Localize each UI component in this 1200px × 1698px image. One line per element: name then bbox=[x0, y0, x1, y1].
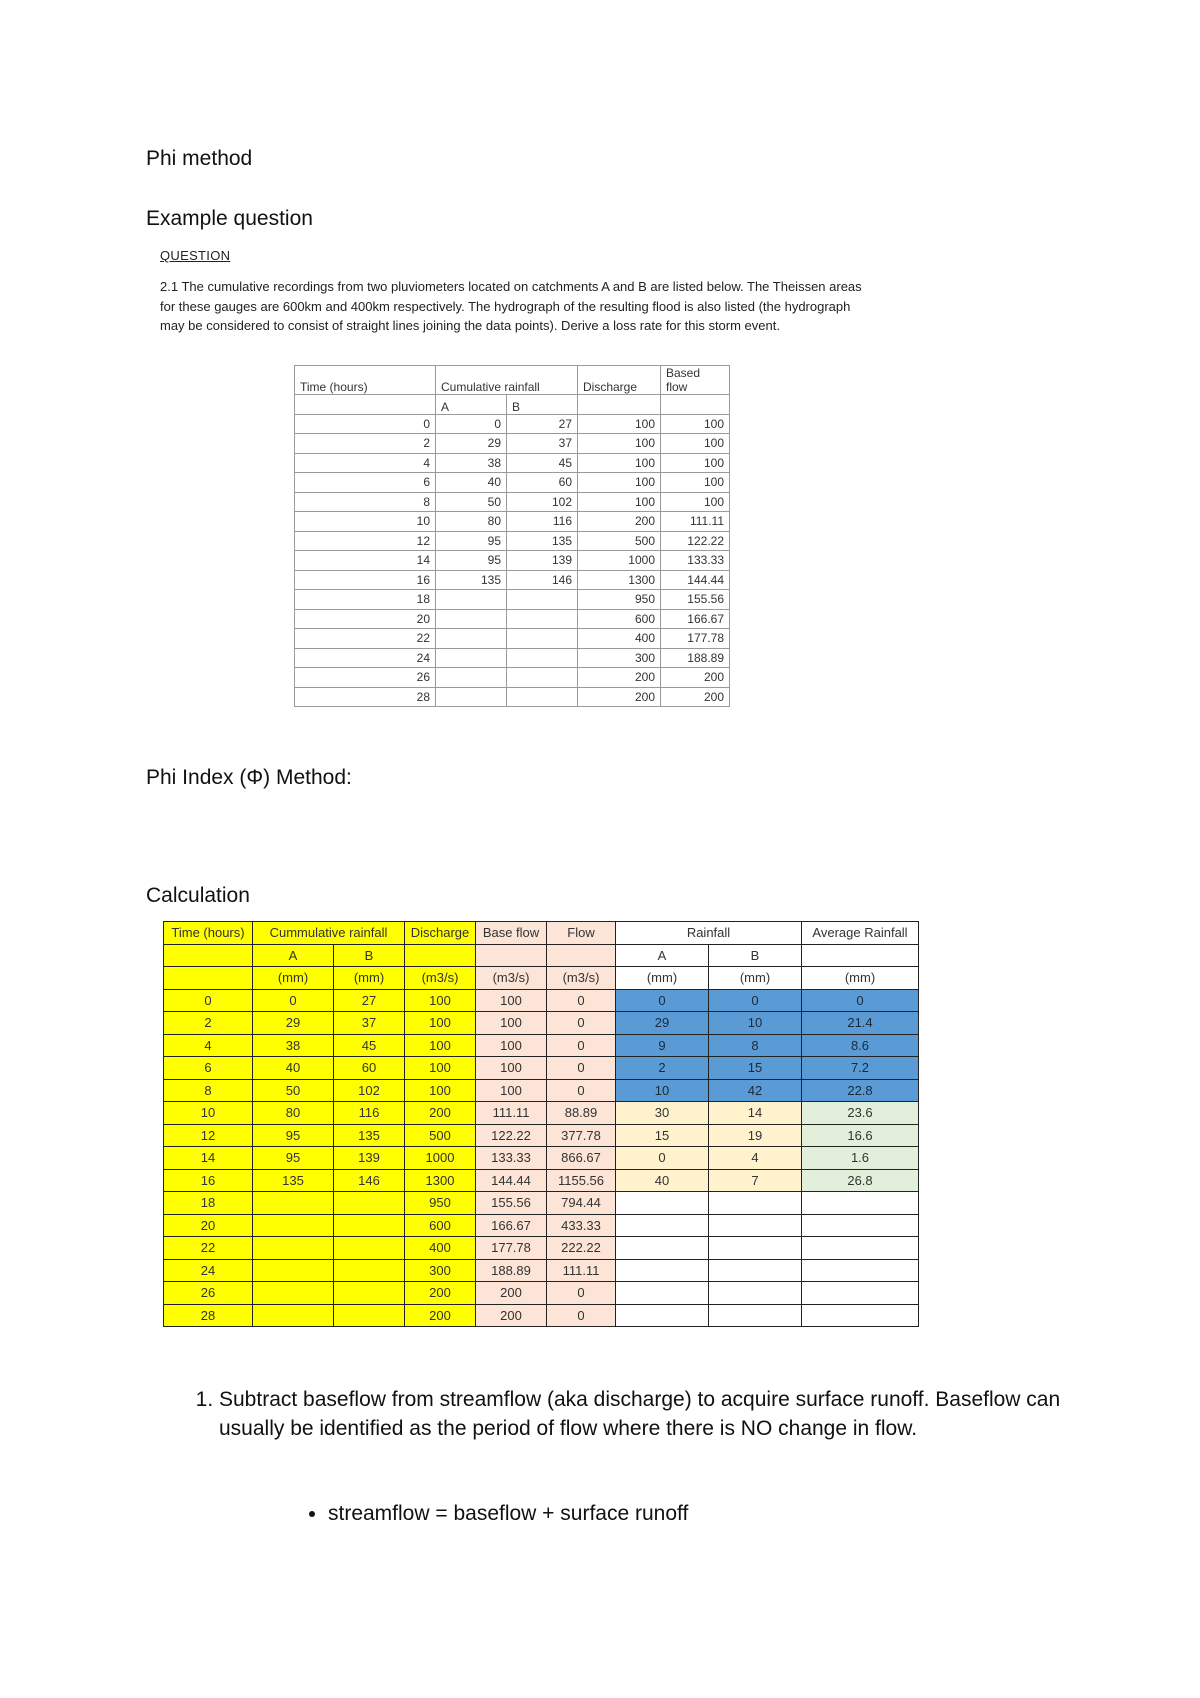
t1-cell: 100 bbox=[578, 414, 661, 434]
t2-cell: 9 bbox=[616, 1034, 709, 1057]
t2-unit-rain-a: (mm) bbox=[616, 967, 709, 990]
t2-cell: 23.6 bbox=[802, 1102, 919, 1125]
t2-cell: 100 bbox=[476, 989, 547, 1012]
t1-row bbox=[295, 570, 730, 590]
t2-cell: 15 bbox=[709, 1057, 802, 1080]
t1-cell: 37 bbox=[507, 434, 578, 454]
t2-cell: 146 bbox=[334, 1169, 405, 1192]
t1-cell: 200 bbox=[661, 687, 730, 707]
t1-cell: 116 bbox=[507, 512, 578, 532]
t1-cell: 60 bbox=[507, 473, 578, 493]
t2-cell bbox=[253, 1282, 334, 1305]
t2-cell bbox=[709, 1192, 802, 1215]
t2-header-average: Average Rainfall bbox=[802, 922, 919, 945]
t2-cell: 22 bbox=[164, 1237, 253, 1260]
t2-cell: 19 bbox=[709, 1124, 802, 1147]
t2-cell: 1.6 bbox=[802, 1147, 919, 1170]
t2-cell: 12 bbox=[164, 1124, 253, 1147]
t2-cell: 8 bbox=[709, 1034, 802, 1057]
t1-cell: 139 bbox=[507, 551, 578, 571]
steps-list bbox=[175, 1385, 1099, 1443]
t1-subheader-a: A bbox=[436, 395, 507, 415]
t2-cell: 27 bbox=[334, 989, 405, 1012]
t2-cell bbox=[334, 1259, 405, 1282]
step-item: 1. Subtract baseflow from streamflow (aka discharge) to acquire surface runoff. Baseflow can usually be identified as the period of flow where there is NO change in flow. bbox=[219, 1385, 1099, 1443]
t2-cell: 100 bbox=[476, 1012, 547, 1035]
t2-cell: 135 bbox=[253, 1169, 334, 1192]
t2-sub-blank bbox=[405, 944, 476, 967]
t1-cell: 100 bbox=[578, 434, 661, 454]
t2-cell: 100 bbox=[476, 1034, 547, 1057]
t1-cell bbox=[436, 590, 507, 610]
t1-row bbox=[295, 609, 730, 629]
t2-cell: 433.33 bbox=[547, 1214, 616, 1237]
t1-cell: 14 bbox=[295, 551, 436, 571]
t2-cell: 133.33 bbox=[476, 1147, 547, 1170]
t1-header-cumulative: Cumulative rainfall bbox=[436, 366, 578, 395]
t1-cell: 20 bbox=[295, 609, 436, 629]
question-table bbox=[294, 365, 730, 707]
t2-cell: 0 bbox=[547, 1304, 616, 1327]
t2-cell: 0 bbox=[253, 989, 334, 1012]
t2-cell: 188.89 bbox=[476, 1259, 547, 1282]
t2-sub-blank bbox=[547, 944, 616, 967]
t2-row bbox=[164, 1034, 919, 1057]
t2-cell: 10 bbox=[616, 1079, 709, 1102]
t2-cell: 40 bbox=[253, 1057, 334, 1080]
t1-cell: 95 bbox=[436, 551, 507, 571]
t2-cell bbox=[616, 1282, 709, 1305]
t2-cell bbox=[616, 1237, 709, 1260]
t2-unit-b: (mm) bbox=[334, 967, 405, 990]
page-title: Phi method bbox=[146, 147, 253, 170]
t2-cell: 122.22 bbox=[476, 1124, 547, 1147]
t2-unit-baseflow: (m3/s) bbox=[476, 967, 547, 990]
t2-cell: 794.44 bbox=[547, 1192, 616, 1215]
t2-cell: 300 bbox=[405, 1259, 476, 1282]
t2-cell: 18 bbox=[164, 1192, 253, 1215]
bullet-item: • streamflow = baseflow + surface runoff bbox=[328, 1502, 688, 1526]
t1-cell: 100 bbox=[661, 453, 730, 473]
t1-cell: 166.67 bbox=[661, 609, 730, 629]
t1-cell bbox=[436, 648, 507, 668]
t2-cell: 0 bbox=[547, 1012, 616, 1035]
t2-cell: 24 bbox=[164, 1259, 253, 1282]
t2-cell: 0 bbox=[802, 989, 919, 1012]
t1-cell: 80 bbox=[436, 512, 507, 532]
t1-row bbox=[295, 434, 730, 454]
t2-cell: 10 bbox=[164, 1102, 253, 1125]
t2-cell: 26 bbox=[164, 1282, 253, 1305]
t2-cell bbox=[709, 1282, 802, 1305]
t2-cell: 102 bbox=[334, 1079, 405, 1102]
t1-cell: 144.44 bbox=[661, 570, 730, 590]
t1-cell: 135 bbox=[436, 570, 507, 590]
t2-cell: 2 bbox=[164, 1012, 253, 1035]
t1-cell: 0 bbox=[295, 414, 436, 434]
t1-cell: 200 bbox=[661, 668, 730, 688]
t2-cell: 8 bbox=[164, 1079, 253, 1102]
t2-unit-blank bbox=[164, 967, 253, 990]
t1-cell: 111.11 bbox=[661, 512, 730, 532]
t2-header-discharge: Discharge bbox=[405, 922, 476, 945]
t2-cell: 29 bbox=[616, 1012, 709, 1035]
t2-cell: 377.78 bbox=[547, 1124, 616, 1147]
t1-cell: 300 bbox=[578, 648, 661, 668]
t2-cell bbox=[802, 1282, 919, 1305]
t1-cell: 400 bbox=[578, 629, 661, 649]
t1-cell: 500 bbox=[578, 531, 661, 551]
t1-header-based: Based flow bbox=[661, 366, 730, 395]
t1-cell bbox=[507, 648, 578, 668]
t1-cell: 200 bbox=[578, 512, 661, 532]
t2-cell: 0 bbox=[616, 1147, 709, 1170]
t2-cell: 4 bbox=[164, 1034, 253, 1057]
t2-cell: 200 bbox=[476, 1304, 547, 1327]
t1-subheader-blank bbox=[578, 395, 661, 415]
t2-cell: 950 bbox=[405, 1192, 476, 1215]
t2-cell: 95 bbox=[253, 1147, 334, 1170]
question-block bbox=[160, 248, 870, 336]
t2-cell: 200 bbox=[405, 1282, 476, 1305]
t1-row bbox=[295, 551, 730, 571]
question-label: QUESTION bbox=[160, 248, 231, 263]
t2-cell: 14 bbox=[709, 1102, 802, 1125]
t2-row bbox=[164, 1102, 919, 1125]
t2-row bbox=[164, 1237, 919, 1260]
t2-cell: 111.11 bbox=[547, 1259, 616, 1282]
t1-row bbox=[295, 590, 730, 610]
t2-cell: 200 bbox=[476, 1282, 547, 1305]
t1-cell: 10 bbox=[295, 512, 436, 532]
t1-cell: 100 bbox=[661, 473, 730, 493]
t2-cell: 50 bbox=[253, 1079, 334, 1102]
t2-cell: 40 bbox=[616, 1169, 709, 1192]
t2-cell: 100 bbox=[405, 1079, 476, 1102]
t2-row bbox=[164, 1169, 919, 1192]
t2-sub-blank bbox=[802, 944, 919, 967]
t2-cell: 155.56 bbox=[476, 1192, 547, 1215]
calculation-heading: Calculation bbox=[146, 884, 250, 907]
t2-cell bbox=[253, 1304, 334, 1327]
t2-cell bbox=[616, 1214, 709, 1237]
t2-cell: 0 bbox=[547, 1282, 616, 1305]
t2-unit-rain-b: (mm) bbox=[709, 967, 802, 990]
t2-row bbox=[164, 1124, 919, 1147]
t2-cell bbox=[253, 1259, 334, 1282]
t1-cell: 133.33 bbox=[661, 551, 730, 571]
t2-cell bbox=[802, 1192, 919, 1215]
t1-cell: 950 bbox=[578, 590, 661, 610]
t2-cell: 80 bbox=[253, 1102, 334, 1125]
t1-row bbox=[295, 531, 730, 551]
t2-header-cumulative: Cummulative rainfall bbox=[253, 922, 405, 945]
t2-cell bbox=[709, 1214, 802, 1237]
t2-unit-discharge: (m3/s) bbox=[405, 967, 476, 990]
t2-cell: 100 bbox=[405, 1034, 476, 1057]
t2-cell: 100 bbox=[405, 989, 476, 1012]
t1-cell: 24 bbox=[295, 648, 436, 668]
t1-row bbox=[295, 512, 730, 532]
t2-cell bbox=[616, 1192, 709, 1215]
t1-cell: 38 bbox=[436, 453, 507, 473]
t2-cell: 14 bbox=[164, 1147, 253, 1170]
t1-cell bbox=[507, 687, 578, 707]
t2-cell: 22.8 bbox=[802, 1079, 919, 1102]
t2-sub-blank bbox=[164, 944, 253, 967]
t1-cell: 50 bbox=[436, 492, 507, 512]
t1-row bbox=[295, 414, 730, 434]
t2-cell: 0 bbox=[616, 989, 709, 1012]
t2-unit-average: (mm) bbox=[802, 967, 919, 990]
t1-cell: 18 bbox=[295, 590, 436, 610]
t1-cell: 27 bbox=[507, 414, 578, 434]
t1-cell: 1000 bbox=[578, 551, 661, 571]
t1-cell bbox=[507, 609, 578, 629]
t2-row bbox=[164, 1214, 919, 1237]
t1-cell bbox=[436, 687, 507, 707]
t2-cell: 4 bbox=[709, 1147, 802, 1170]
t1-row bbox=[295, 668, 730, 688]
t2-cell: 100 bbox=[476, 1057, 547, 1080]
t1-cell bbox=[436, 629, 507, 649]
t2-cell bbox=[616, 1304, 709, 1327]
t2-unit-flow: (m3/s) bbox=[547, 967, 616, 990]
t2-unit-a: (mm) bbox=[253, 967, 334, 990]
t2-header-rainfall: Rainfall bbox=[616, 922, 802, 945]
t2-header-flow: Flow bbox=[547, 922, 616, 945]
t1-cell: 100 bbox=[578, 453, 661, 473]
t1-header-discharge: Discharge bbox=[578, 366, 661, 395]
t2-cell bbox=[334, 1237, 405, 1260]
t2-cell: 95 bbox=[253, 1124, 334, 1147]
t1-cell: 40 bbox=[436, 473, 507, 493]
t1-cell: 100 bbox=[578, 492, 661, 512]
t1-cell bbox=[507, 629, 578, 649]
t2-cell: 116 bbox=[334, 1102, 405, 1125]
t1-cell: 26 bbox=[295, 668, 436, 688]
t1-cell: 102 bbox=[507, 492, 578, 512]
t2-cell: 0 bbox=[709, 989, 802, 1012]
t2-cell: 16.6 bbox=[802, 1124, 919, 1147]
t2-cell: 21.4 bbox=[802, 1012, 919, 1035]
t2-cell: 166.67 bbox=[476, 1214, 547, 1237]
t2-cell: 29 bbox=[253, 1012, 334, 1035]
t1-cell: 100 bbox=[578, 473, 661, 493]
t2-cell: 15 bbox=[616, 1124, 709, 1147]
t2-cell: 20 bbox=[164, 1214, 253, 1237]
t1-cell: 100 bbox=[661, 414, 730, 434]
t1-row bbox=[295, 687, 730, 707]
t2-cell: 7 bbox=[709, 1169, 802, 1192]
t2-row bbox=[164, 1259, 919, 1282]
t2-cell: 16 bbox=[164, 1169, 253, 1192]
t1-cell: 2 bbox=[295, 434, 436, 454]
t2-cell: 100 bbox=[405, 1057, 476, 1080]
t2-cell: 0 bbox=[164, 989, 253, 1012]
t2-cell bbox=[334, 1214, 405, 1237]
t2-cell bbox=[253, 1214, 334, 1237]
t2-cell: 100 bbox=[405, 1012, 476, 1035]
t2-cell: 26.8 bbox=[802, 1169, 919, 1192]
t2-cell: 7.2 bbox=[802, 1057, 919, 1080]
t2-cell: 42 bbox=[709, 1079, 802, 1102]
t2-row bbox=[164, 989, 919, 1012]
t2-sub-a: A bbox=[253, 944, 334, 967]
t2-sub-b: B bbox=[334, 944, 405, 967]
t2-cell: 1300 bbox=[405, 1169, 476, 1192]
t2-cell: 144.44 bbox=[476, 1169, 547, 1192]
t1-cell: 200 bbox=[578, 668, 661, 688]
t1-cell bbox=[507, 590, 578, 610]
t2-cell bbox=[802, 1214, 919, 1237]
t1-subheader-blank bbox=[295, 395, 436, 415]
t2-cell bbox=[334, 1282, 405, 1305]
t2-cell: 100 bbox=[476, 1079, 547, 1102]
t1-cell: 29 bbox=[436, 434, 507, 454]
t2-cell: 45 bbox=[334, 1034, 405, 1057]
t1-cell: 122.22 bbox=[661, 531, 730, 551]
t2-cell bbox=[253, 1192, 334, 1215]
t2-cell: 0 bbox=[547, 1057, 616, 1080]
t2-cell: 222.22 bbox=[547, 1237, 616, 1260]
t2-cell bbox=[709, 1237, 802, 1260]
t2-cell bbox=[802, 1259, 919, 1282]
bullet-list bbox=[290, 1502, 688, 1526]
t1-subheader-blank bbox=[661, 395, 730, 415]
t2-sub-rain-a: A bbox=[616, 944, 709, 967]
t1-cell bbox=[436, 609, 507, 629]
t2-row bbox=[164, 1057, 919, 1080]
t2-cell: 0 bbox=[547, 989, 616, 1012]
t1-row bbox=[295, 648, 730, 668]
t2-cell: 8.6 bbox=[802, 1034, 919, 1057]
t1-cell: 16 bbox=[295, 570, 436, 590]
t1-cell: 146 bbox=[507, 570, 578, 590]
t2-cell: 0 bbox=[547, 1079, 616, 1102]
t1-header-time: Time (hours) bbox=[295, 366, 436, 395]
t2-row bbox=[164, 1304, 919, 1327]
t1-cell: 0 bbox=[436, 414, 507, 434]
phi-index-heading: Phi Index (Φ) Method: bbox=[146, 766, 352, 789]
example-question-heading: Example question bbox=[146, 207, 313, 230]
t1-cell: 188.89 bbox=[661, 648, 730, 668]
t2-header-time: Time (hours) bbox=[164, 922, 253, 945]
t2-cell: 600 bbox=[405, 1214, 476, 1237]
t2-cell bbox=[334, 1304, 405, 1327]
t1-cell bbox=[507, 668, 578, 688]
t1-cell: 6 bbox=[295, 473, 436, 493]
t2-sub-rain-b: B bbox=[709, 944, 802, 967]
t1-cell: 8 bbox=[295, 492, 436, 512]
t1-cell: 135 bbox=[507, 531, 578, 551]
t1-cell: 12 bbox=[295, 531, 436, 551]
t2-cell: 30 bbox=[616, 1102, 709, 1125]
t2-cell bbox=[802, 1304, 919, 1327]
t2-cell bbox=[616, 1259, 709, 1282]
t2-cell: 2 bbox=[616, 1057, 709, 1080]
t1-cell: 600 bbox=[578, 609, 661, 629]
t1-cell: 177.78 bbox=[661, 629, 730, 649]
t2-cell: 400 bbox=[405, 1237, 476, 1260]
t2-cell: 200 bbox=[405, 1304, 476, 1327]
t1-cell: 22 bbox=[295, 629, 436, 649]
t1-cell: 200 bbox=[578, 687, 661, 707]
calculation-table bbox=[163, 921, 919, 1327]
t1-cell: 155.56 bbox=[661, 590, 730, 610]
t2-cell bbox=[802, 1237, 919, 1260]
t2-cell: 88.89 bbox=[547, 1102, 616, 1125]
t2-row bbox=[164, 1192, 919, 1215]
t1-row bbox=[295, 473, 730, 493]
t2-cell: 139 bbox=[334, 1147, 405, 1170]
t2-row bbox=[164, 1079, 919, 1102]
t2-cell: 10 bbox=[709, 1012, 802, 1035]
t2-header-baseflow: Base flow bbox=[476, 922, 547, 945]
t2-cell: 60 bbox=[334, 1057, 405, 1080]
t1-cell: 95 bbox=[436, 531, 507, 551]
t2-cell: 6 bbox=[164, 1057, 253, 1080]
t2-cell bbox=[709, 1259, 802, 1282]
t2-cell: 1000 bbox=[405, 1147, 476, 1170]
t2-cell: 0 bbox=[547, 1034, 616, 1057]
t2-row bbox=[164, 1282, 919, 1305]
t2-cell bbox=[334, 1192, 405, 1215]
t1-cell: 45 bbox=[507, 453, 578, 473]
t1-cell bbox=[436, 668, 507, 688]
t1-cell: 100 bbox=[661, 434, 730, 454]
t2-cell: 1155.56 bbox=[547, 1169, 616, 1192]
t2-cell: 38 bbox=[253, 1034, 334, 1057]
t1-row bbox=[295, 492, 730, 512]
t2-cell: 135 bbox=[334, 1124, 405, 1147]
t2-row bbox=[164, 1012, 919, 1035]
t2-cell: 500 bbox=[405, 1124, 476, 1147]
t2-cell bbox=[709, 1304, 802, 1327]
t1-cell: 28 bbox=[295, 687, 436, 707]
t2-cell bbox=[253, 1237, 334, 1260]
t1-cell: 100 bbox=[661, 492, 730, 512]
t1-row bbox=[295, 629, 730, 649]
t2-cell: 866.67 bbox=[547, 1147, 616, 1170]
t2-cell: 177.78 bbox=[476, 1237, 547, 1260]
t2-cell: 111.11 bbox=[476, 1102, 547, 1125]
t2-cell: 200 bbox=[405, 1102, 476, 1125]
t1-cell: 1300 bbox=[578, 570, 661, 590]
t2-cell: 28 bbox=[164, 1304, 253, 1327]
t2-row bbox=[164, 1147, 919, 1170]
t1-row bbox=[295, 453, 730, 473]
t1-subheader-b: B bbox=[507, 395, 578, 415]
t1-cell: 4 bbox=[295, 453, 436, 473]
t2-sub-blank bbox=[476, 944, 547, 967]
question-text: 2.1 The cumulative recordings from two pluviometers located on catchments A and B are listed below. The Theissen areas for these gauges are 600km and 400km respectively. The hydrograph of the resulting flood is also listed (the hydrograph may be considered to consist of straight lines joining the data points). Derive a loss rate for this storm event. bbox=[160, 279, 862, 333]
t2-cell: 37 bbox=[334, 1012, 405, 1035]
